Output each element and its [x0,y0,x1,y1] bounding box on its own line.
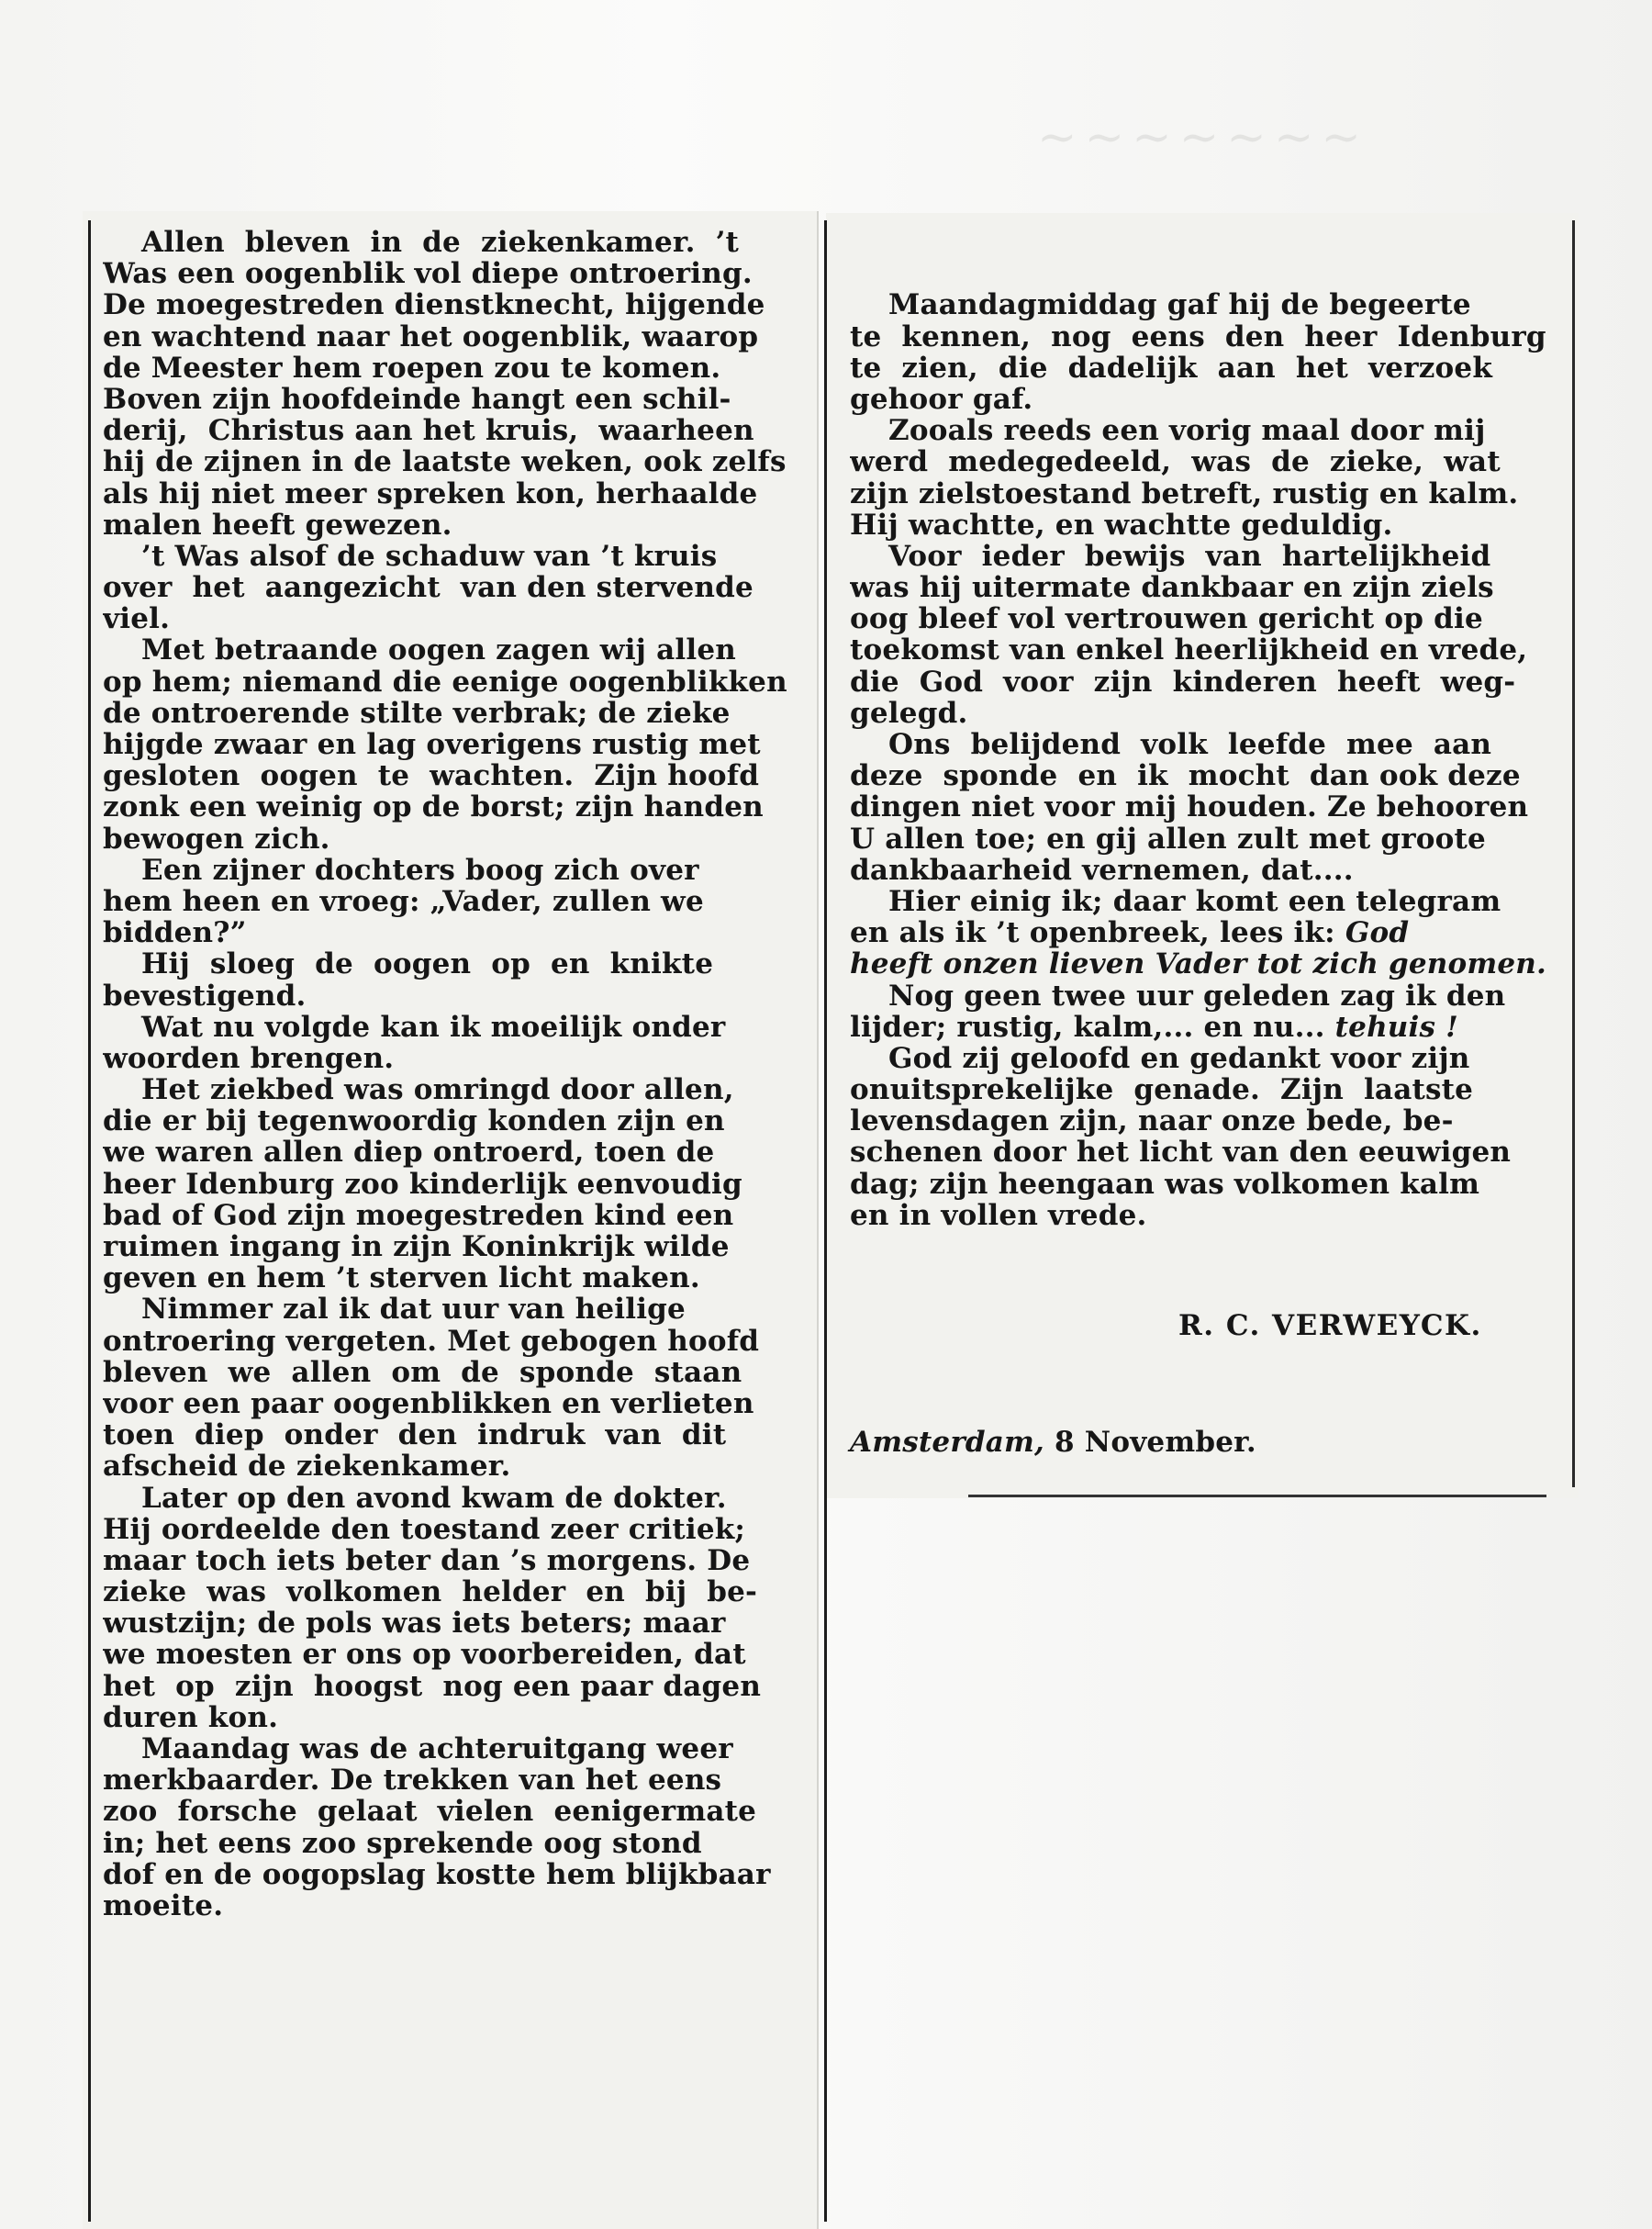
line-text: woorden brengen. [103,1042,395,1075]
article-line [850,634,1566,666]
line-text: dingen niet voor mij houden. Ze behooren [850,791,1529,823]
line-text: te zien, die dadelijk aan het verzoek [850,352,1493,384]
article-line [850,1012,1566,1043]
line-text: oog bleef vol vertrouwen gericht op die [850,603,1483,635]
line-text: die er bij tegenwoordig konden zijn en [103,1105,725,1137]
line-text: geven en hem ’t sterven licht maken. [103,1262,700,1294]
line-text: voor een paar oogenblikken en verlieten [103,1387,754,1420]
article-line [850,1137,1566,1168]
line-text: we moesten er ons op voorbereiden, dat [103,1639,746,1671]
article-line [103,1828,809,1859]
line-text: ontroering vergeten. Met gebogen hoofd [103,1325,760,1357]
article-line [850,666,1566,698]
article-line [103,1890,809,1921]
line-text: over het aangezicht van den stervende [103,572,753,604]
article-line [850,1105,1566,1137]
dateline-place: Amsterdam, [850,1425,1045,1459]
line-text: afscheid de ziekenkamer. [103,1451,511,1483]
article-line [103,415,809,446]
line-text: gelegd. [850,697,968,730]
article-line [103,1859,809,1890]
article-line [850,791,1566,823]
line-italic-text: God [1345,917,1410,949]
line-text: op hem; niemand die eenige oogenblikken [103,666,787,698]
line-text: de Meester hem roepen zou te komen. [103,352,721,384]
line-text: wustzijn; de pols was iets beters; maar [103,1607,726,1640]
line-text: dag; zijn heengaan was volkomen kalm [850,1168,1480,1200]
line-italic-text: tehuis ! [1334,1011,1458,1043]
article-line [103,384,809,415]
article-line [103,1388,809,1419]
line-text: en als ik ’t openbreek, lees ik: [850,917,1345,949]
line-text: dankbaarheid vernemen, dat.... [850,854,1354,886]
line-text: schenen door het licht van den eeuwigen [850,1137,1512,1169]
line-text: deze sponde en ik mocht dan ook deze [850,760,1521,792]
article-line [103,1639,809,1670]
line-text: Hij wachtte, en wachtte geduldig. [850,509,1393,541]
column-rule-left [88,220,91,2222]
article-line [103,698,809,729]
line-text: merkbaarder. De trekken van het eens [103,1764,722,1797]
article-line [850,698,1566,729]
article-line [103,1451,809,1482]
right-column-lines [850,289,1566,1231]
article-line [103,634,809,666]
dateline [850,1427,1566,1460]
article-line [850,603,1566,634]
line-text: Voor ieder bewijs van hartelijkheid [888,540,1491,573]
line-text: zijn zielstoestand betreft, rustig en kalm. [850,477,1519,510]
article-line [103,980,809,1012]
article-line [850,541,1566,572]
line-text: te kennen, nog eens den heer Idenburg [850,320,1546,353]
line-text: Nimmer zal ik dat uur van heilige [141,1294,686,1326]
line-text: bevestigend. [103,980,307,1012]
article-line [103,1419,809,1451]
closing-rule [968,1495,1546,1497]
line-text: Was een oogenblik vol diepe ontroering. [103,258,753,290]
article-line [103,1262,809,1294]
line-text: heer Idenburg zoo kinderlijk eenvoudig [103,1168,742,1200]
line-text: Maandag was de achteruitgang weer [141,1733,733,1765]
line-text: maar toch iets beter dan ’s morgens. De [103,1544,751,1577]
line-text: Hij sloeg de oogen op en knikte [141,948,714,980]
article-line [103,1043,809,1074]
line-text: hem heen en vroeg: „Vader, zullen we [103,885,704,918]
line-text: de ontroerende stilte verbrak; de zieke [103,697,731,729]
article-line [103,1137,809,1168]
line-text: en wachtend naar het oogenblik, waarop [103,320,759,353]
article-line [103,1483,809,1514]
article-line [103,510,809,541]
line-italic-text: heeft onzen lieven Vader tot zich genomen. [850,948,1547,980]
author-signature: R. C. VERWEYCK. [1178,1309,1482,1343]
article-line [103,541,809,572]
article-line [103,258,809,289]
line-text: Een zijner dochters boog zich over [141,854,699,886]
article-line [103,729,809,760]
article-line [850,1200,1566,1231]
line-text: gesloten oogen te wachten. Zijn hoofd [103,760,760,792]
line-text: dof en de oogopslag kostte hem blijkbaar [103,1858,771,1890]
article-line [850,760,1566,791]
line-text: lijder; rustig, kalm,... en nu... [850,1011,1335,1043]
line-text: Het ziekbed was omringd door allen, [141,1074,734,1106]
faint-handwriting-bleedthrough: ~~~~~~~ [1037,110,1368,165]
line-text: duren kon. [103,1701,279,1733]
article-line [103,1607,809,1639]
article-line [850,446,1566,477]
article-line [850,289,1566,320]
line-text: bleven we allen om de sponde staan [103,1356,742,1388]
line-text: hijgde zwaar en lag overigens rustig met [103,729,761,761]
article-line [850,510,1566,541]
line-text: die God voor zijn kinderen heeft weg- [850,666,1516,698]
article-line [103,1514,809,1545]
article-line [850,1043,1566,1074]
line-text: en in vollen vrede. [850,1199,1147,1232]
line-text: onuitsprekelijke genade. Zijn laatste [850,1074,1474,1106]
line-text: zieke was volkomen helder en bij be- [103,1576,758,1608]
article-line [103,1671,809,1702]
line-text: bewogen zich. [103,823,330,855]
line-text: ruimen ingang in zijn Koninkrijk wilde [103,1231,730,1263]
article-line [103,1733,809,1764]
line-text: Zooals reeds een vorig maal door mij [888,415,1486,447]
line-text: was hij uitermate dankbaar en zijn ziels [850,572,1494,604]
article-line [850,1169,1566,1200]
article-line [850,980,1566,1012]
line-text: Boven zijn hoofdeinde hangt een schil- [103,383,731,416]
article-line [850,823,1566,855]
article-line [103,446,809,477]
article-line [103,823,809,855]
column-rule-middle [824,220,827,2222]
line-text: toen diep onder den indruk van dit [103,1419,727,1451]
article-line [103,289,809,320]
line-text: Met betraande oogen zagen wij allen [141,634,736,666]
line-text: bidden?” [103,917,247,949]
line-text: we waren allen diep ontroerd, toen de [103,1137,715,1169]
article-line [103,791,809,823]
line-text: toekomst van enkel heerlijkheid en vrede, [850,634,1528,666]
line-text: ’t Was alsof de schaduw van ’t kruis [141,540,718,573]
line-text: derij, Christus aan het kruis, waarheen [103,415,754,447]
article-line [103,760,809,791]
line-text: als hij niet meer spreken kon, herhaalde [103,477,758,510]
line-text: malen heeft gewezen. [103,509,452,541]
line-text: Allen bleven in de ziekenkamer. ’t [141,227,740,259]
article-line [103,1074,809,1105]
article-line [103,1357,809,1388]
article-line [103,917,809,948]
article-line [850,384,1566,415]
column-rule-right [1572,220,1575,1487]
line-text: in; het eens zoo sprekende oog stond [103,1827,702,1859]
article-line [850,572,1566,603]
line-text: Nog geen twee uur geleden zag ik den [888,980,1506,1012]
article-line [103,1545,809,1576]
line-text: zoo forsche gelaat vielen eenigermate [103,1796,757,1828]
article-line [103,227,809,258]
article-line [850,917,1566,948]
line-text: viel. [103,603,171,635]
article-line [103,948,809,980]
line-text: God zij geloofd en gedankt voor zijn [888,1042,1470,1075]
line-text: het op zijn hoogst nog een paar dagen [103,1670,762,1702]
article-line [850,478,1566,510]
line-text: levensdagen zijn, naar onze bede, be- [850,1105,1454,1137]
line-text: gehoor gaf. [850,383,1033,416]
article-line [103,1326,809,1357]
article-line [850,321,1566,353]
line-text: De moegestreden dienstknecht, hijgende [103,289,765,321]
line-text: Hij oordeelde den toestand zeer critiek; [103,1513,746,1545]
line-text: Later op den avond kwam de dokter. [141,1482,727,1514]
article-line [103,1200,809,1231]
article-line [103,1231,809,1262]
article-line [850,729,1566,760]
dateline-date: 8 November. [1044,1425,1256,1459]
line-text: bad of God zijn moegestreden kind een [103,1199,734,1231]
line-text: hij de zijnen in de laatste weken, ook zelfs [103,446,787,478]
article-line [850,353,1566,384]
line-text: U allen toe; en gij allen zult met groote [850,823,1486,855]
line-text: Ons belijdend volk leefde mee aan [888,729,1492,761]
article-line [103,572,809,603]
line-text: moeite. [103,1889,224,1922]
article-line [850,855,1566,886]
article-line [103,1012,809,1043]
line-text: Maandagmiddag gaf hij de begeerte [888,289,1471,321]
article-line [850,948,1566,980]
article-line [103,478,809,510]
line-text: Hier einig ik; daar komt een telegram [888,885,1501,918]
article-line [103,1169,809,1200]
article-line [103,321,809,353]
article-line [103,1105,809,1137]
line-text: Wat nu volgde kan ik moeilijk onder [141,1011,726,1043]
article-line [103,886,809,917]
article-line [103,353,809,384]
article-column-right [850,227,1566,1491]
article-line [103,855,809,886]
article-line [850,886,1566,917]
article-line [103,666,809,698]
article-line [103,1702,809,1733]
article-column-left [103,227,809,1921]
article-line [850,415,1566,446]
article-line [103,1576,809,1607]
article-line [103,603,809,634]
article-line [103,1764,809,1796]
article-line [850,1074,1566,1105]
article-line [103,1796,809,1827]
article-line [103,1294,809,1325]
line-text: werd medegedeeld, was de zieke, wat [850,446,1501,478]
line-text: zonk een weinig op de borst; zijn handen [103,791,764,823]
